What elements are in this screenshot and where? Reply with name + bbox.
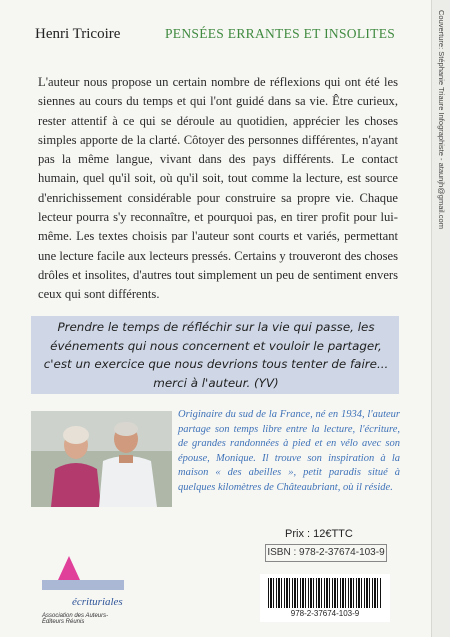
summary-text: L'auteur nous propose un certain nombre de réflexions qui ont été les siennes au cours du temps et qui l'ont guidé dans sa vie. Être curieux, rester attentif à ce qui se déroule au quotidien, apprécier les choses simples apporte de la clarté. Côtoyer des personnes différentes, n'ayant pas la même langue, vivant dans des pays différents. Le contact humain, quel qu'il soit, où qu'il soit, tout comme la lecture, est source d'enrichissement considérable pour construire sa propre vie. Chaque lecteur pourra s'y reconnaître, et pourquoi pas, en tirer profit pour lui-même. Les textes choisis par l'auteur sont courts et variés, permettant une lecture facile aux lecteurs pressés. Certains y trouveront des choses drôles et insolites, d'autres tout simplement un peu de sentiment envers ceux qui sont différents. <box>38 75 398 302</box>
quote-box <box>31 316 399 394</box>
review-quote: Prendre le temps de réfléchir sur la vie qui passe, les événements qui nous concernent et vouloir le partager, c'est un exercice que nous devrions tous tenter de faire... merci à l'auteur. (YV) <box>43 320 389 390</box>
publisher-name: écrituriales <box>72 596 123 608</box>
author-photo-illustration <box>31 411 172 507</box>
author-bio: Originaire du sud de la France, né en 1934, l'auteur partage son temps libre entre la lecture, l'écriture, de grandes randonnées à pied et en vélo avec son épouse, Monique. Il trouve son inspiration à la maison « des abeilles », petit paradis situé à quelques kilomètres de Châteaubriant, où il réside. <box>178 409 400 493</box>
isbn-label: ISBN : 978-2-37674-103-9 <box>265 544 387 562</box>
author-name: Henri Tricoire <box>35 26 121 42</box>
book-title: PENSÉES ERRANTES ET INSOLITES <box>165 26 396 41</box>
publisher-subtitle: Association des Auteurs-Éditeurs Réunis <box>42 613 109 625</box>
logo-bar <box>42 580 124 590</box>
spine <box>431 0 450 637</box>
publisher-logo <box>36 556 128 626</box>
price-label: Prix : 12€TTC <box>285 528 353 540</box>
barcode-number: 978-2-37674-103-9 <box>290 609 360 618</box>
spine-credit: Couverture: Stéphanie Triaure Infographiste - ataunjh@gmail.com <box>437 10 446 229</box>
barcode-lines <box>268 578 382 608</box>
barcode <box>260 574 390 622</box>
logo-triangle-icon <box>58 556 80 580</box>
author-photo <box>31 411 172 507</box>
